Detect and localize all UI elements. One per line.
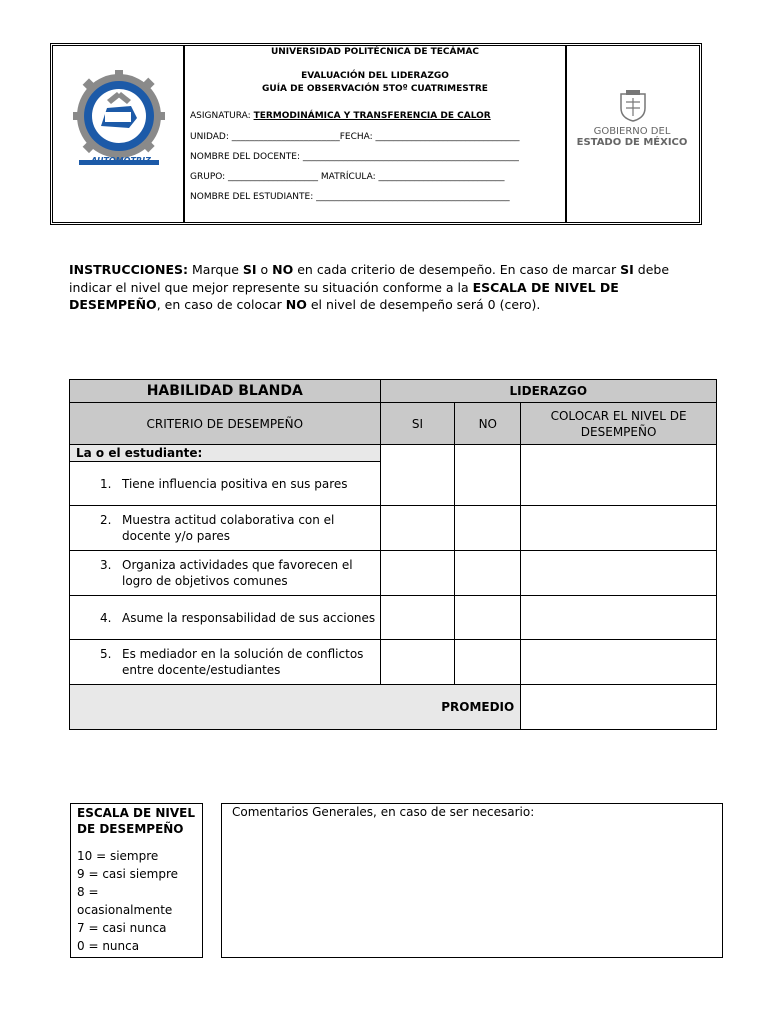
criterion-cell — [70, 551, 381, 596]
instructions-paragraph — [69, 261, 709, 314]
instructions-text: o — [256, 262, 273, 277]
scale-list — [77, 847, 196, 955]
scale-item: 7 = casi nunca — [77, 921, 167, 935]
si-cell[interactable] — [380, 640, 455, 685]
scale-item: 0 = nunca — [77, 939, 140, 953]
group-id-line[interactable]: GRUPO: ____________________ MATRÍCULA: ____________________________ — [190, 172, 505, 182]
subject-label: ASIGNATURA: — [190, 111, 254, 121]
logo-text: AUTOMOTRIZ — [91, 156, 151, 165]
gov-name-line2: ESTADO DE MÉXICO — [576, 137, 688, 148]
scale-title: ESCALA DE NIVEL DE DESEMPEÑO — [77, 806, 196, 836]
skill-header: HABILIDAD BLANDA — [70, 380, 381, 403]
criterion-number: 4. — [100, 610, 112, 625]
si-cell[interactable] — [380, 506, 455, 551]
no-cell[interactable] — [455, 551, 521, 596]
si-cell[interactable] — [380, 551, 455, 596]
gov-name-line1: GOBIERNO DEL — [593, 126, 671, 137]
si-cell[interactable] — [380, 596, 455, 640]
no-cell[interactable] — [455, 596, 521, 640]
level-column-header: COLOCAR EL NIVEL DE DESEMPEÑO — [521, 403, 717, 445]
subject-row: La o el estudiante: — [70, 445, 381, 462]
scale-item: 10 = siempre — [77, 849, 159, 863]
state-shield-icon — [618, 90, 648, 122]
criterion-number: 3. — [100, 558, 112, 572]
no-cell[interactable] — [455, 640, 521, 685]
scale-item: 9 = casi siempre — [77, 867, 178, 881]
instructions-text: debe indicar el nivel que mejor represente su situación conforme a la — [69, 262, 670, 295]
instructions-text: , en caso de colocar — [156, 297, 286, 312]
no-cell[interactable] — [455, 506, 521, 551]
criterion-number: 1. — [100, 476, 112, 491]
instructions-label: INSTRUCCIONES: — [69, 262, 189, 277]
criterion-text: Es mediador en la solución de conflictos entre docente/estudiantes — [122, 647, 364, 677]
average-cell[interactable] — [521, 685, 717, 730]
table-row — [70, 596, 717, 640]
criterion-column-header: CRITERIO DE DESEMPEÑO — [70, 403, 381, 445]
table-row — [70, 551, 717, 596]
criterion-text: Asume la responsabilidad de sus acciones — [122, 610, 376, 625]
si-column-header: SI — [380, 403, 455, 445]
government-logo-cell — [565, 46, 699, 222]
criterion-cell — [70, 462, 381, 506]
instructions-si: SI — [620, 262, 634, 277]
criterion-number: 2. — [100, 513, 112, 527]
university-name: UNIVERSIDAD POLITÉCNICA DE TECÁMAC — [270, 47, 480, 57]
guide-title: GUÍA DE OBSERVACIÓN 5TOº CUATRIMESTRE — [262, 84, 488, 94]
average-label: PROMEDIO — [70, 685, 521, 730]
instructions-si: SI — [242, 262, 257, 277]
teacher-name-line[interactable]: NOMBRE DEL DOCENTE: ________________________________________________ — [190, 152, 519, 162]
level-cell[interactable] — [521, 596, 717, 640]
criterion-text: Muestra actitud colaborativa con el docente y/o pares — [122, 513, 335, 543]
level-cell[interactable] — [521, 551, 717, 596]
student-name-line[interactable]: NOMBRE DEL ESTUDIANTE: ___________________________________________ — [190, 192, 510, 202]
no-cell[interactable] — [455, 445, 521, 506]
header-box — [50, 43, 702, 225]
instructions-text: el nivel de desempeño será 0 (cero). — [306, 297, 541, 312]
level-cell[interactable] — [521, 640, 717, 685]
scale-box — [70, 803, 203, 958]
no-column-header: NO — [455, 403, 521, 445]
instructions-text: en cada criterio de desempeño. En caso de marcar — [293, 262, 621, 277]
criterion-cell — [70, 640, 381, 685]
criterion-cell — [70, 506, 381, 551]
evaluation-table — [69, 379, 717, 730]
scale-item: 8 = ocasionalmente — [77, 885, 173, 917]
university-logo-cell — [53, 46, 185, 222]
instructions-no: NO — [272, 262, 294, 277]
table-row — [70, 506, 717, 551]
instructions-no: NO — [285, 297, 307, 312]
evaluation-title: EVALUACIÓN DEL LIDERAZGO — [301, 71, 449, 81]
subject-value: TERMODINÁMICA Y TRANSFERENCIA DE CALOR — [253, 111, 491, 121]
instructions-scale: ESCALA DE NIVEL DE DESEMPEÑO — [69, 279, 619, 312]
header-info-cell — [185, 46, 567, 222]
subject-line — [190, 111, 491, 121]
table-row — [70, 640, 717, 685]
comments-label: Comentarios Generales, en caso de ser necesario: — [232, 805, 535, 819]
instructions-text: Marque — [188, 262, 243, 277]
criterion-text: Organiza actividades que favorecen el logro de objetivos comunes — [122, 558, 353, 588]
criterion-cell — [70, 596, 381, 640]
level-cell[interactable] — [521, 445, 717, 506]
level-cell[interactable] — [521, 506, 717, 551]
criterion-text: Tiene influencia positiva en sus pares — [122, 476, 348, 491]
unit-date-line[interactable]: UNIDAD: ________________________FECHA: ________________________________ — [190, 132, 520, 142]
criterion-number: 5. — [100, 647, 112, 661]
si-cell[interactable] — [380, 445, 455, 506]
skill-value: LIDERAZGO — [380, 380, 716, 403]
comments-box[interactable] — [221, 803, 723, 958]
